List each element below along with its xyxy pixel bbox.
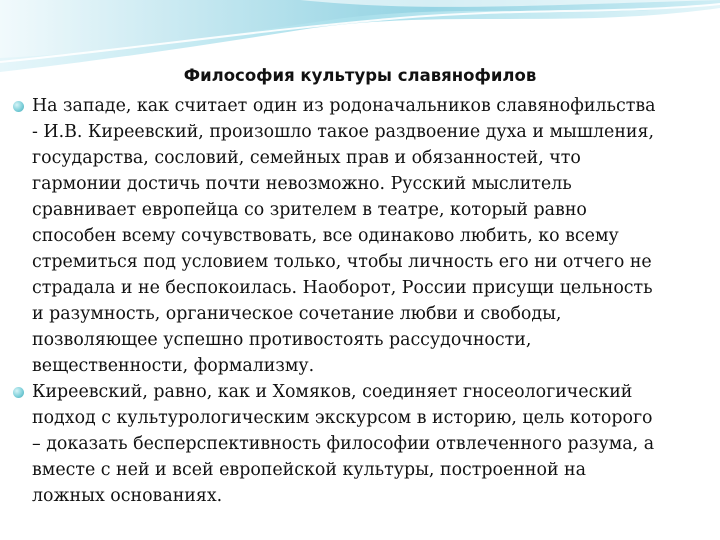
bullet-item-2	[10, 379, 710, 509]
text-line: способен всему сочувствовать, все одинаково любить, ко всему	[32, 226, 619, 246]
text-line: Киреевский, равно, как и Хомяков, соединяет гносеологический	[32, 382, 633, 402]
bullet-icon	[13, 387, 24, 398]
text-line: – доказать бесперспективность философии отвлеченного разума, а	[32, 434, 655, 454]
slide-title: Философия культуры славянофилов	[183, 66, 537, 85]
text-line: сравнивает европейца со зрителем в театре, который равно	[32, 200, 587, 220]
text-line: - И.В. Киреевский, произошло такое раздвоение духа и мышления,	[32, 122, 655, 142]
slide-body	[10, 93, 710, 509]
bullet-item-1	[10, 93, 710, 379]
text-line: На западе, как считает один из родоначальников славянофильства	[32, 96, 656, 116]
text-line: страдала и не беспокоилась. Наоборот, России присущи цельность	[32, 278, 653, 298]
bullet-icon	[13, 101, 24, 112]
text-line: вместе с ней и всей европейской культуры, построенной на	[32, 460, 587, 480]
text-line: государства, сословий, семейных прав и обязанностей, что	[32, 148, 581, 168]
text-line: ложных основаниях.	[32, 486, 223, 506]
text-line: стремиться под условием только, чтобы личность его ни отчего не	[32, 252, 652, 272]
text-line: и разумность, органическое сочетание любви и свободы,	[32, 304, 562, 324]
text-line: вещественности, формализму.	[32, 356, 315, 376]
text-line: подход с культурологическим экскурсом в историю, цель которого	[32, 408, 653, 428]
text-line: позволяющее успешно противостоять рассудочности,	[32, 330, 532, 350]
text-line: гармонии достичь почти невозможно. Русский мыслитель	[32, 174, 572, 194]
